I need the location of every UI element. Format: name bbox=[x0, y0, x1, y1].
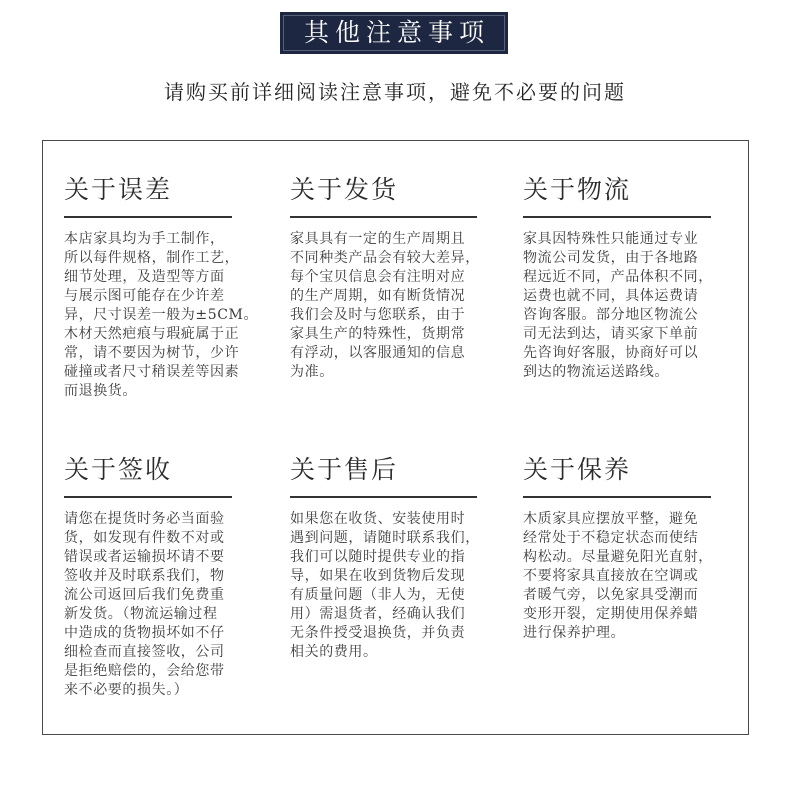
text-line: 错误或者运输损坏请不要 bbox=[64, 549, 225, 565]
text-line: 家具生产的特殊性，货期常 bbox=[290, 326, 466, 342]
text-line: 是拒绝赔偿的，会给您带 bbox=[64, 663, 225, 679]
text-line: 咨询客服。部分地区物流公 bbox=[523, 307, 699, 323]
text-line: 我们可以随时提供专业的指 bbox=[290, 549, 466, 565]
text-line: 相关的费用。 bbox=[290, 644, 378, 660]
section-heading: 关于物流 bbox=[523, 175, 632, 204]
text-line: 无条件授受退换货，并负责 bbox=[290, 625, 466, 641]
text-line: 变形开裂，定期使用保养蜡 bbox=[523, 606, 699, 622]
section-body bbox=[290, 230, 480, 382]
section-after-sales bbox=[290, 455, 480, 662]
text-line: 经常处于不稳定状态而使结 bbox=[523, 530, 699, 546]
text-line: 用）需退货者，经确认我们 bbox=[290, 606, 466, 622]
section-body bbox=[290, 510, 480, 662]
text-line: 木质家具应摆放平整，避免 bbox=[523, 511, 699, 527]
text-line: 细检查而直接签收，公司 bbox=[64, 644, 225, 660]
section-heading: 关于售后 bbox=[290, 455, 399, 484]
text-line: 构松动。尽量避免阳光直射， bbox=[523, 549, 713, 565]
text-line: 不要将家具直接放在空调或 bbox=[523, 568, 699, 584]
text-line: 异，尺寸误差一般为±5CM。 bbox=[64, 307, 259, 323]
text-line: 的生产周期，如有断货情况 bbox=[290, 288, 466, 304]
text-line: 家具因特殊性只能通过专业 bbox=[523, 231, 699, 247]
text-line: 本店家具均为手工制作， bbox=[64, 231, 225, 247]
text-line: 而退换货。 bbox=[64, 383, 137, 399]
heading-underline bbox=[64, 216, 232, 218]
section-shipping bbox=[290, 175, 480, 382]
text-line: 物流公司发货，由于各地路 bbox=[523, 250, 699, 266]
section-heading: 关于签收 bbox=[64, 455, 173, 484]
text-line: 常，请不要因为树节，少许 bbox=[64, 345, 240, 361]
text-line: 有质量问题（非人为，无使 bbox=[290, 587, 466, 603]
text-line: 与展示图可能存在少许差 bbox=[64, 288, 225, 304]
text-line: 请您在提货时务必当面验 bbox=[64, 511, 225, 527]
text-line: 司无法到达，请买家下单前 bbox=[523, 326, 699, 342]
section-body bbox=[523, 230, 713, 382]
text-line: 不同种类产品会有较大差异， bbox=[290, 250, 480, 266]
section-heading: 关于发货 bbox=[290, 175, 399, 204]
heading-underline bbox=[64, 496, 232, 498]
text-line: 我们会及时与您联系，由于 bbox=[290, 307, 466, 323]
text-line: 细节处理，及造型等方面 bbox=[64, 269, 225, 285]
heading-underline bbox=[523, 216, 711, 218]
text-line: 木材天然疤痕与瑕疵属于正 bbox=[64, 326, 240, 342]
text-line: 先咨询好客服，协商好可以 bbox=[523, 345, 699, 361]
page-title: 其他注意事项 bbox=[303, 18, 490, 47]
text-line: 每个宝贝信息会有注明对应 bbox=[290, 269, 466, 285]
heading-underline bbox=[290, 496, 477, 498]
text-line: 如果您在收货、安装使用时 bbox=[290, 511, 466, 527]
page-subtitle: 请购买前详细阅读注意事项，避免不必要的问题 bbox=[164, 80, 626, 104]
heading-underline bbox=[523, 496, 711, 498]
text-line: 运费也就不同，具体运费请 bbox=[523, 288, 699, 304]
text-line: 新发货。（物流运输过程 bbox=[64, 606, 218, 622]
section-body bbox=[64, 510, 232, 700]
text-line: 到达的物流运送路线。 bbox=[523, 364, 669, 380]
text-line: 流公司返回后我们免费重 bbox=[64, 587, 225, 603]
section-body bbox=[523, 510, 713, 643]
section-maintenance bbox=[523, 455, 713, 643]
text-line: 有浮动，以客服通知的信息 bbox=[290, 345, 466, 361]
text-line: 签收并及时联系我们，物 bbox=[64, 568, 225, 584]
header-banner bbox=[280, 12, 508, 54]
text-line: 家具具有一定的生产周期且 bbox=[290, 231, 466, 247]
text-line: 导，如果在收到货物后发现 bbox=[290, 568, 466, 584]
section-heading: 关于保养 bbox=[523, 455, 632, 484]
section-body bbox=[64, 230, 258, 401]
text-line: 货，如发现有件数不对或 bbox=[64, 530, 225, 546]
text-line: 来不必要的损失。） bbox=[64, 682, 189, 698]
text-line: 程远近不同，产品体积不同， bbox=[523, 269, 713, 285]
text-line: 遇到问题，请随时联系我们， bbox=[290, 530, 480, 546]
text-line: 碰撞或者尺寸稍误差等因素 bbox=[64, 364, 240, 380]
text-line: 中造成的货物损坏如不仔 bbox=[64, 625, 225, 641]
text-line: 进行保养护理。 bbox=[523, 625, 626, 641]
text-line: 为准。 bbox=[290, 364, 334, 380]
section-heading: 关于误差 bbox=[64, 175, 173, 204]
section-signing bbox=[64, 455, 232, 700]
section-logistics bbox=[523, 175, 713, 382]
section-error-tolerance bbox=[64, 175, 258, 401]
heading-underline bbox=[290, 216, 477, 218]
text-line: 所以每件规格，制作工艺， bbox=[64, 250, 240, 266]
text-line: 者暖气旁，以免家具受潮而 bbox=[523, 587, 699, 603]
